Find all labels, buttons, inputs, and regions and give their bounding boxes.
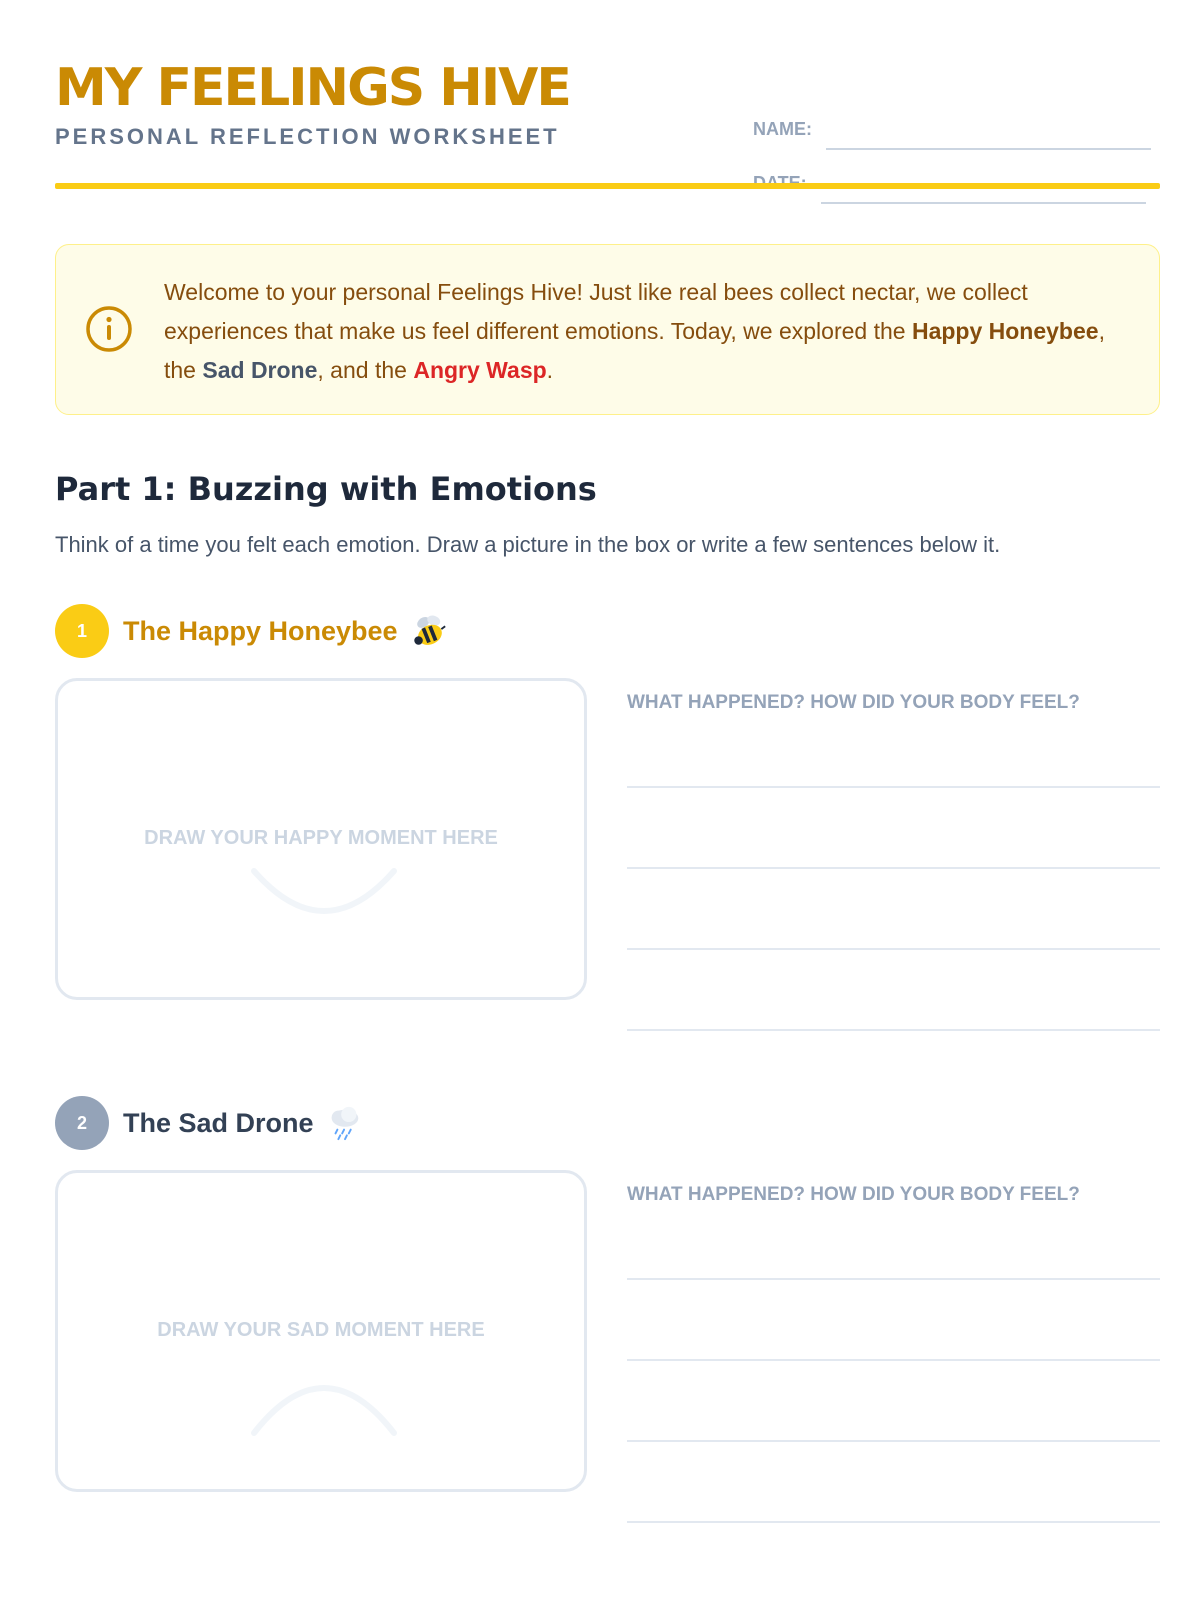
part-1-description: Think of a time you felt each emotion. Draw a picture in the box or write a few sentences below it. xyxy=(55,532,1001,557)
sad-drone-highlight: Sad Drone xyxy=(202,357,318,383)
frown-face-icon xyxy=(214,1323,434,1453)
writing-area[interactable] xyxy=(627,678,1160,1038)
rain-cloud-icon xyxy=(326,1104,364,1142)
writing-line[interactable] xyxy=(627,867,1160,869)
name-label: NAME: xyxy=(753,119,812,139)
emotion-heading xyxy=(55,604,448,658)
intro-callout xyxy=(55,244,1160,415)
drawing-area[interactable] xyxy=(55,678,587,1000)
intro-text-start: Welcome to your personal Feelings Hive! Just like real bees collect nectar, we collect experiences that make us feel different emotions. Today, we explored the xyxy=(164,279,1028,344)
name-field[interactable] xyxy=(753,110,1151,150)
writing-line[interactable] xyxy=(627,1359,1160,1361)
bee-icon xyxy=(410,612,448,650)
writing-line[interactable] xyxy=(627,1521,1160,1523)
name-input-line[interactable] xyxy=(826,112,1151,150)
drawing-prompt: DRAW YOUR SAD MOMENT HERE xyxy=(157,1319,485,1341)
writing-line[interactable] xyxy=(627,786,1160,788)
intro-end: . xyxy=(546,357,554,383)
drawing-prompt: DRAW YOUR HAPPY MOMENT HERE xyxy=(144,827,498,849)
writing-line[interactable] xyxy=(627,948,1160,950)
emotion-heading xyxy=(55,1096,364,1150)
writing-line[interactable] xyxy=(627,1440,1160,1442)
info-circle-icon xyxy=(85,305,133,353)
header-divider xyxy=(55,183,1160,189)
writing-area[interactable] xyxy=(627,1170,1160,1530)
step-badge: 1 xyxy=(55,604,109,658)
smile-face-icon xyxy=(214,831,434,961)
emotion-title: The Happy Honeybee xyxy=(123,615,398,646)
step-badge: 2 xyxy=(55,1096,109,1150)
writing-line[interactable] xyxy=(627,1029,1160,1031)
drawing-area[interactable] xyxy=(55,1170,587,1492)
part-1-title: Part 1: Buzzing with Emotions xyxy=(55,470,597,508)
intro-sep-1: , the xyxy=(164,318,1105,383)
intro-text xyxy=(164,273,1124,390)
angry-wasp-highlight: Angry Wasp xyxy=(413,357,547,383)
emotion-title: The Sad Drone xyxy=(123,1107,314,1138)
writing-prompt: WHAT HAPPENED? HOW DID YOUR BODY FEEL? xyxy=(627,692,1080,713)
writing-line[interactable] xyxy=(627,1278,1160,1280)
worksheet-header xyxy=(55,56,1160,188)
happy-honeybee-highlight: Happy Honeybee xyxy=(911,318,1099,344)
writing-prompt: WHAT HAPPENED? HOW DID YOUR BODY FEEL? xyxy=(627,1184,1080,1205)
intro-sep-2: , and the xyxy=(317,357,414,383)
page-title: MY FEELINGS HIVE xyxy=(55,58,570,118)
page-subtitle: PERSONAL REFLECTION WORKSHEET xyxy=(55,124,560,149)
